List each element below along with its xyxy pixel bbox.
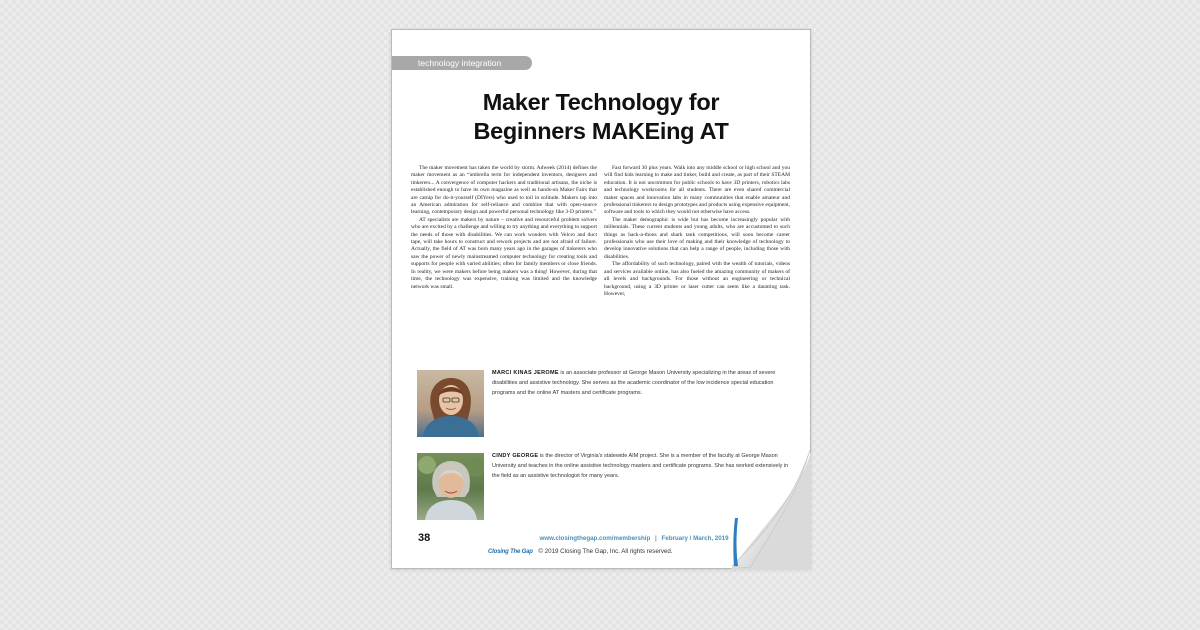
article-title	[392, 88, 810, 146]
author-bio-marci	[492, 368, 792, 398]
portrait-image	[417, 370, 484, 437]
issue-date: February / March, 2019	[661, 535, 729, 542]
title-line-2: Beginners MAKEing AT	[473, 118, 729, 144]
paragraph: The affordability of such technology, paired with the wealth of tutorials, videos and services available online, has also fueled the amazing community of makers of all levels and backgrounds. For those without an engineering or technical background, using a 3D printer or laser cutter can seem like a daunting task. However,	[604, 261, 790, 297]
author-bio-text: is an associate professor at George Mason University specializing in the areas of severe disabilities and assistive technology. She serves as the academic coordinator of the low incidence special education programs and the online AT masters and certificate programs.	[492, 370, 776, 396]
page-curl-icon	[730, 448, 812, 570]
portrait-image	[417, 453, 484, 520]
author-photo-marci	[417, 370, 484, 437]
paragraph: Fast forward 30 plus years. Walk into any middle school or high school and you will find kids learning to make and tinker, build and create, as part of their STEAM education. It is not uncommon for public schools to have 3D printers, robotics labs and technology workrooms for all students. There are even shared commercial maker spaces and innovation labs in many communities that enable amateur and professional tinkerers to design prototypes and products using expensive equipment, software and tools to which they would not otherwise have access.	[604, 165, 790, 216]
paragraph: The maker movement has taken the world by storm. Adweek (2014) defines the maker movement as an “umbrella term for independent inventors, designers and tinkerers... A convergence of computer hackers and traditional artisans, the niche is established enough to have its own magazine as well as hands-on Maker Fairs that are catnip for do-it-yourself (DIYers) who used to toil in solitude. Makers tap into an American admiration for self-reliance and combine that with open-source learning, contemporary design and powerful personal technology like 3-D printers.”	[411, 165, 597, 216]
title-line-1: Maker Technology for	[482, 89, 720, 115]
body-column-right	[604, 165, 790, 298]
page-number: 38	[418, 532, 431, 544]
body-column-left	[411, 165, 597, 291]
section-tab: technology integration	[392, 56, 532, 70]
author-photo-cindy	[417, 453, 484, 520]
author-name: MARCI KINAS JEROME	[492, 370, 559, 376]
footer-separator: |	[655, 535, 657, 542]
paragraph: The maker demographic is wide but has become increasingly popular with millennials. These current students and young adults, who are accustomed to such things as hack-a-thons and shark tank competitions, will soon become career professionals who use their love of making and their knowledge of technology to develop innovative solutions that can help a range of people, including those with disabilities.	[604, 216, 790, 260]
author-bio-text: is the director of Virginia's statewide AIM project. She is a member of the faculty at George Mason University and teaches in the online assistive technology masters and certificate programs. She has worked extensively in the field as an assistive technologist for many years.	[492, 453, 789, 479]
paragraph: AT specialists are makers by nature – creative and resourceful problem solvers who are excited by a challenge and willing to try anything and everything to support the needs of those with disabilities. We can work wonders with Velcro and duct tape, will take hours to construct and rework projects and are not afraid of failure. Actually, the field of AT was born many years ago in the garages of tinkerers who saw the power of newly mainstreamed computer technology for creating tools and supports for people with varied abilities; often for family members or close friends. In reality, we were makers before being makers was a thing! However, during that time, the technology was expensive, training was limited and the knowledge network was small.	[411, 216, 597, 290]
membership-link[interactable]: www.closingthegap.com/membership	[539, 535, 651, 542]
copyright-text: © 2019 Closing The Gap, Inc. All rights reserved.	[538, 548, 673, 555]
footer-copyright-line	[488, 548, 673, 555]
author-name: CINDY GEORGE	[492, 453, 539, 459]
closing-the-gap-logo: Closing The Gap	[488, 549, 533, 555]
